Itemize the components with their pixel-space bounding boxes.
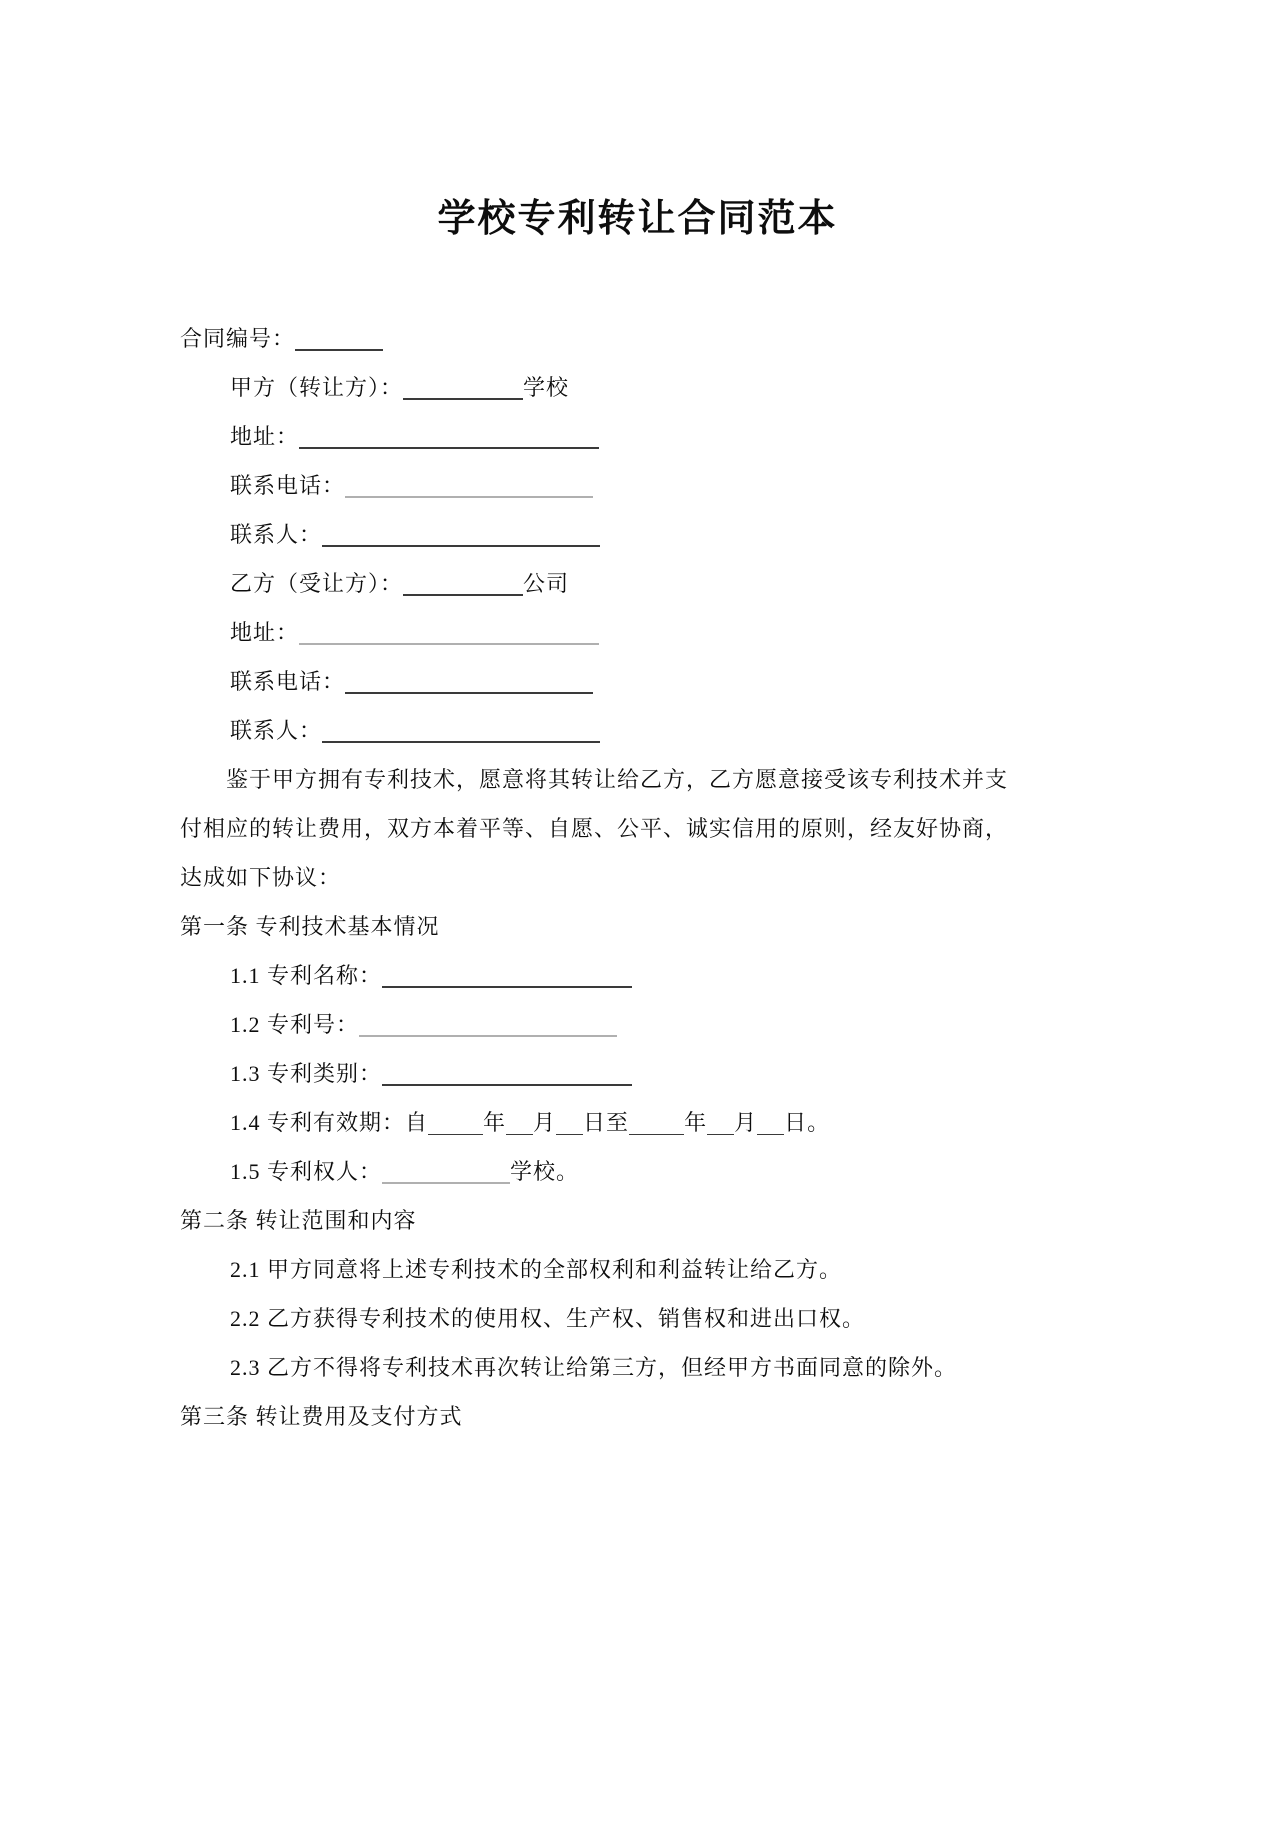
clause-2-3-line: 2.3 乙方不得将专利技术再次转让给第三方，但经甲方书面同意的除外。 [230, 1355, 958, 1380]
month-label-2: 月 [734, 1110, 758, 1135]
clause-1-5-line [180, 1147, 1105, 1196]
contract-number-label: 合同编号： [180, 326, 296, 351]
document-body [180, 314, 1105, 1441]
year-label-2: 年 [684, 1110, 708, 1135]
contract-number-blank [295, 323, 383, 351]
party-a-name-blank [403, 372, 523, 400]
party-a-phone-blank [345, 470, 593, 498]
clause-1-5-label: 1.5 专利权人： [230, 1159, 383, 1184]
end-year-blank [629, 1108, 684, 1135]
section-2-heading: 第二条 转让范围和内容 [180, 1208, 417, 1233]
party-a-address-line [180, 412, 1105, 461]
clause-1-1-label: 1.1 专利名称： [230, 963, 383, 988]
clause-1-4-prefix: 1.4 专利有效期：自 [230, 1110, 429, 1135]
start-year-blank [428, 1108, 483, 1135]
party-b-phone-blank [345, 666, 593, 694]
party-b-suffix: 公司 [523, 571, 570, 596]
clause-1-4-line [180, 1098, 1105, 1147]
party-b-contact-label: 联系人： [230, 718, 323, 743]
party-b-contact-line [180, 706, 1105, 755]
party-b-address-blank [299, 617, 599, 645]
preamble-line-3: 达成如下协议： [180, 865, 342, 890]
end-month-blank [707, 1108, 734, 1135]
clause-1-5-suffix: 学校。 [510, 1159, 580, 1184]
contract-document-page [0, 196, 1275, 1846]
party-b-phone-line [180, 657, 1105, 706]
party-a-suffix: 学校 [523, 375, 570, 400]
clause-1-3-line [180, 1049, 1105, 1098]
party-a-line [180, 363, 1105, 412]
party-b-contact-blank [322, 715, 600, 743]
party-b-name-blank [403, 568, 523, 596]
section-3-heading: 第三条 转让费用及支付方式 [180, 1404, 463, 1429]
clause-1-3-label: 1.3 专利类别： [230, 1061, 383, 1086]
preamble-line-1: 鉴于甲方拥有专利技术，愿意将其转让给乙方，乙方愿意接受该专利技术并支 [226, 767, 1009, 792]
party-a-address-blank [299, 421, 599, 449]
party-b-address-line [180, 608, 1105, 657]
contract-number-line [180, 314, 1105, 363]
patent-category-blank [382, 1058, 632, 1086]
party-a-address-label: 地址： [230, 424, 300, 449]
start-month-blank [506, 1108, 533, 1135]
day-period-label: 日。 [784, 1110, 831, 1135]
clause-1-2-line [180, 1000, 1105, 1049]
patent-number-blank [359, 1009, 617, 1037]
party-a-phone-label: 联系电话： [230, 473, 346, 498]
patent-owner-blank [382, 1156, 510, 1184]
party-b-line [180, 559, 1105, 608]
party-a-contact-blank [322, 519, 600, 547]
month-label-1: 月 [533, 1110, 557, 1135]
end-day-blank [757, 1108, 784, 1135]
party-b-label: 乙方（受让方）： [230, 571, 404, 596]
clause-2-1-line: 2.1 甲方同意将上述专利技术的全部权利和利益转让给乙方。 [230, 1257, 843, 1282]
day-to-label: 日至 [583, 1110, 630, 1135]
clause-2-2-line: 2.2 乙方获得专利技术的使用权、生产权、销售权和进出口权。 [230, 1306, 866, 1331]
party-a-contact-line [180, 510, 1105, 559]
section-1-heading: 第一条 专利技术基本情况 [180, 914, 440, 939]
party-a-label: 甲方（转让方）： [230, 375, 404, 400]
party-a-contact-label: 联系人： [230, 522, 323, 547]
party-b-address-label: 地址： [230, 620, 300, 645]
preamble-line-2: 付相应的转让费用，双方本着平等、自愿、公平、诚实信用的原则，经友好协商， [180, 816, 1009, 841]
document-title: 学校专利转让合同范本 [437, 198, 838, 240]
party-b-phone-label: 联系电话： [230, 669, 346, 694]
clause-1-1-line [180, 951, 1105, 1000]
start-day-blank [556, 1108, 583, 1135]
clause-1-2-label: 1.2 专利号： [230, 1012, 360, 1037]
year-label-1: 年 [483, 1110, 507, 1135]
patent-name-blank [382, 960, 632, 988]
party-a-phone-line [180, 461, 1105, 510]
